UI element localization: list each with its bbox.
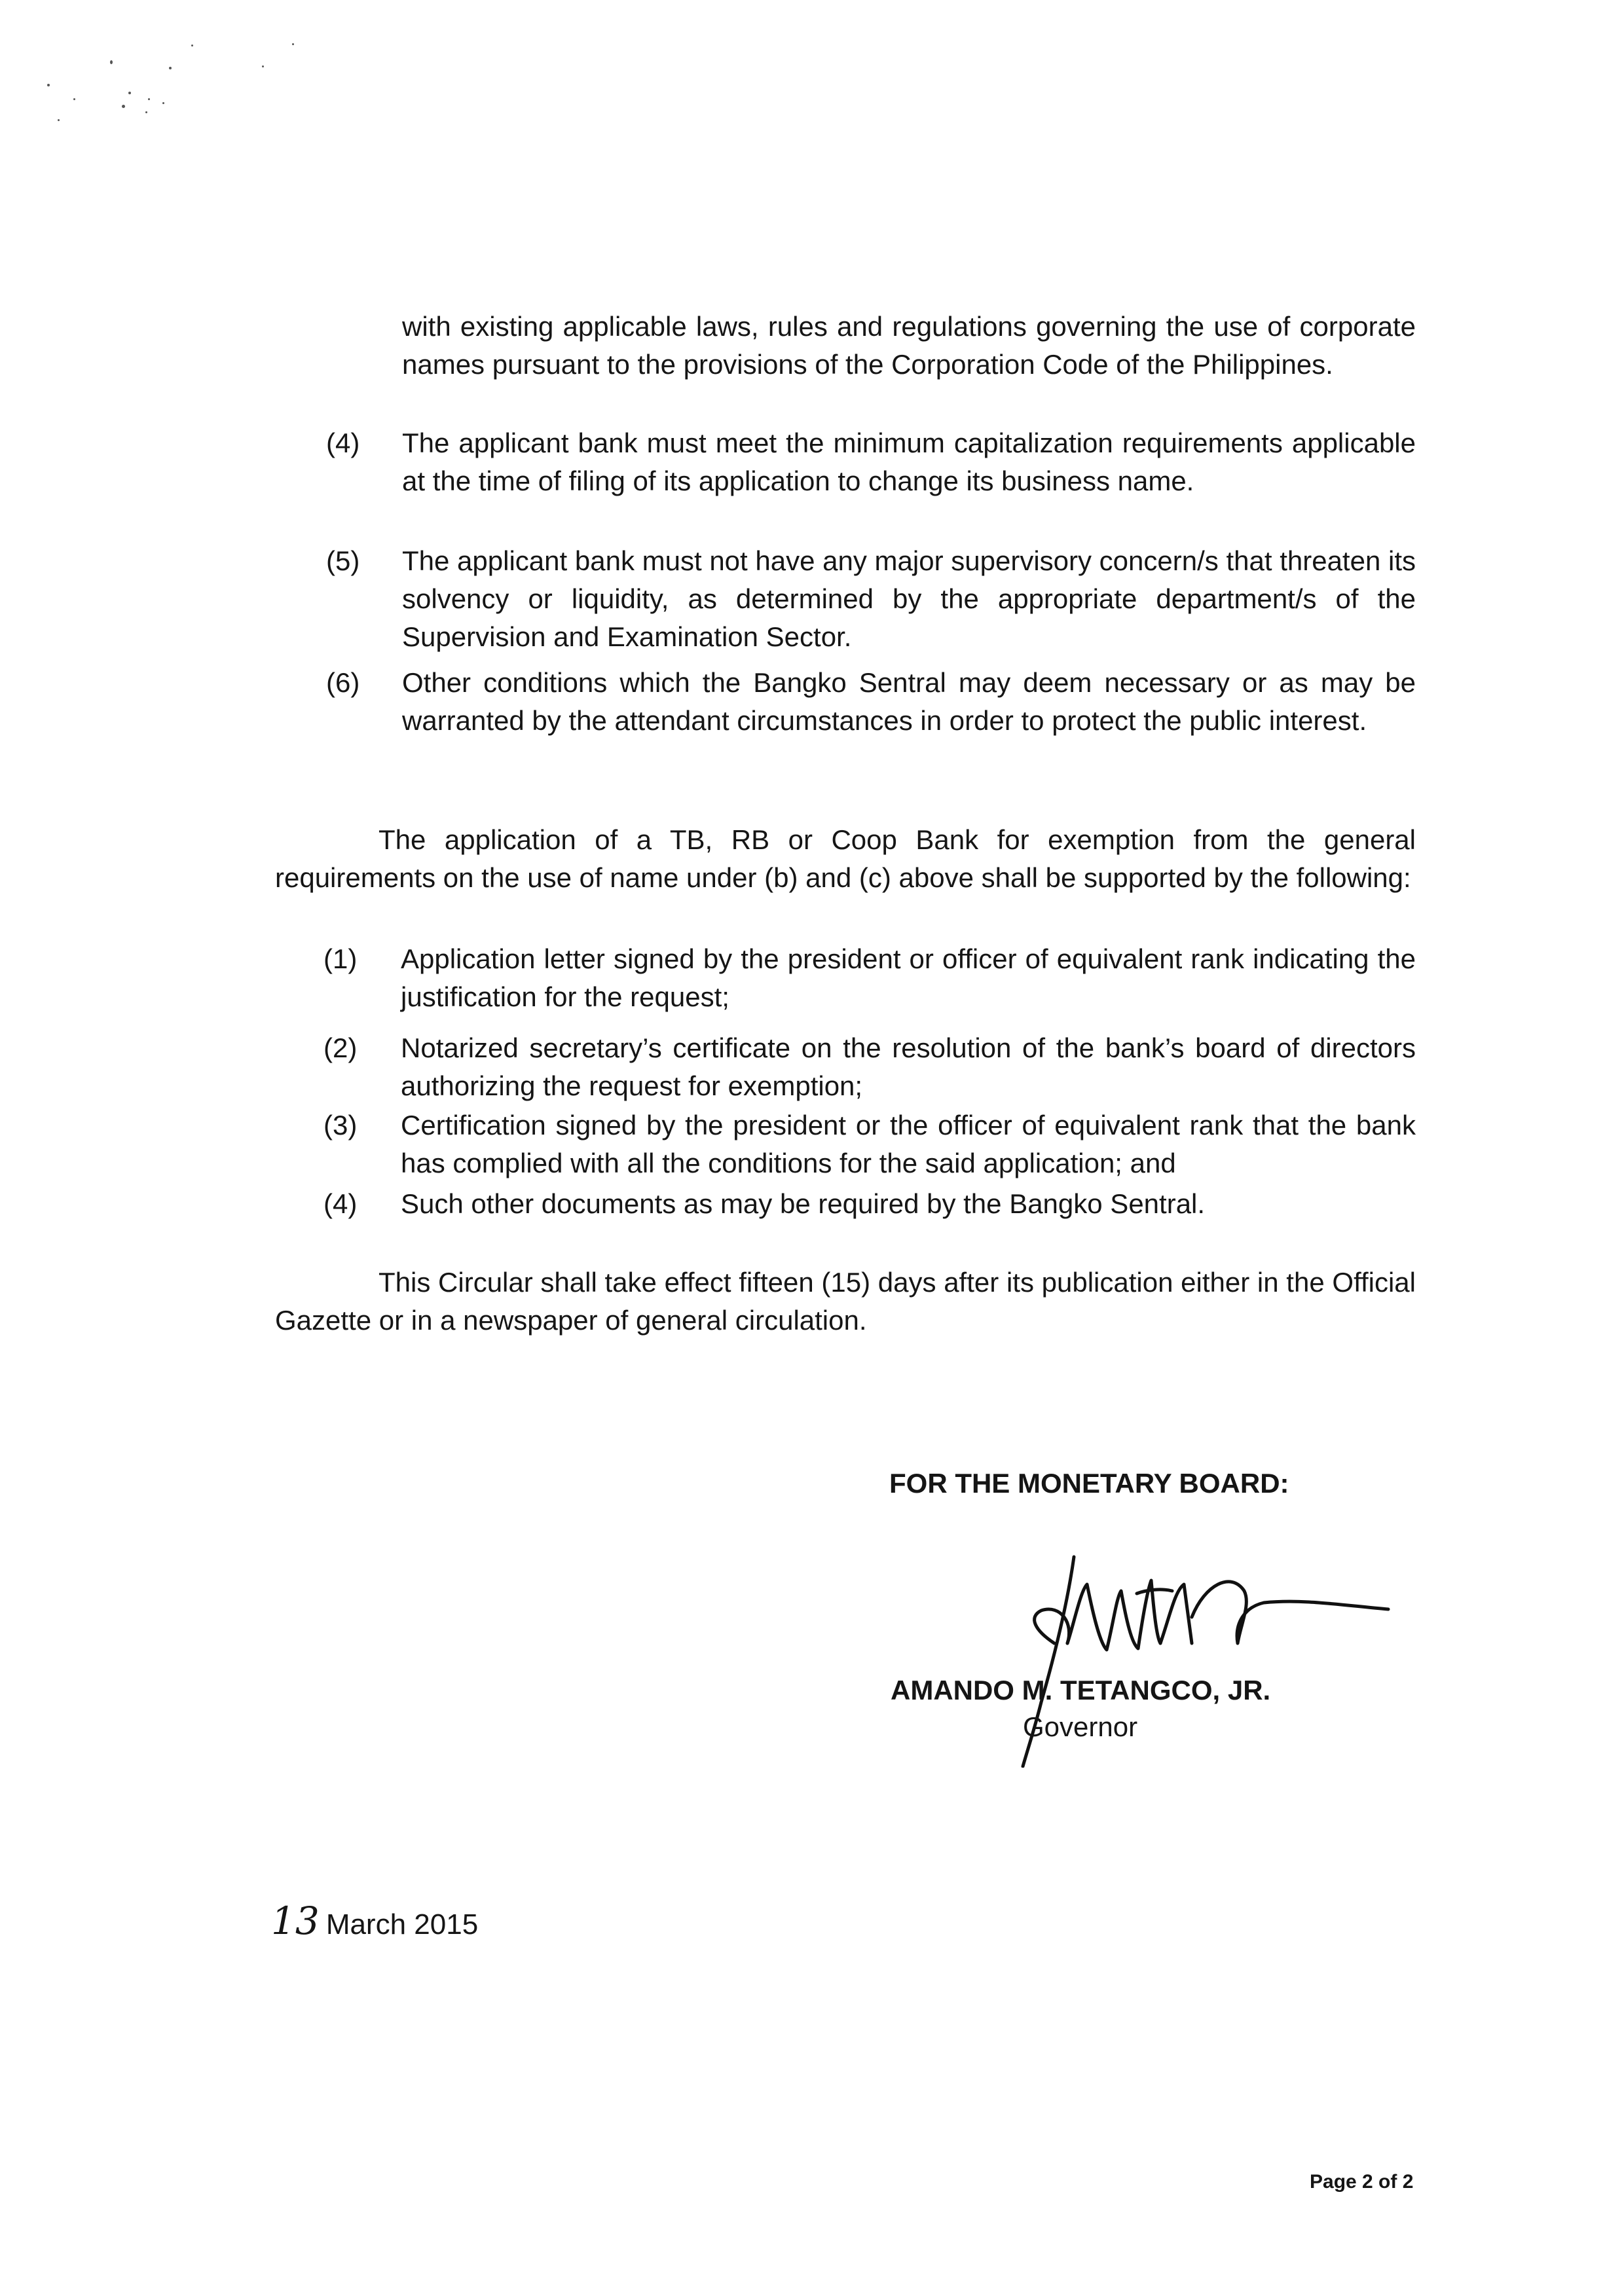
condition-number: (4) xyxy=(326,428,360,458)
condition-text: Other conditions which the Bangko Sentral may deem necessary or as may be warranted by the attendant circumstances in order to protect the public interest. xyxy=(402,667,1416,736)
requirement-text: Application letter signed by the president or officer of equivalent rank indicating the justification for the request; xyxy=(401,943,1416,1012)
board-heading: FOR THE MONETARY BOARD: xyxy=(889,1468,1289,1499)
date-month-year: March 2015 xyxy=(325,1908,479,1941)
requirement-text: Such other documents as may be required by the Bangko Sentral. xyxy=(401,1188,1206,1219)
signatory-title: Governor xyxy=(1023,1711,1138,1742)
requirement-number: (4) xyxy=(323,1188,358,1219)
exemption-paragraph: The application of a TB, RB or Coop Bank for exemption from the general requirements on the use of name under (b) and (c) above shall be supported by the following: xyxy=(275,824,1416,893)
requirement-number: (2) xyxy=(323,1032,358,1063)
requirement-text: Notarized secretary’s certificate on the resolution of the bank’s board of directors authorizing the request for exemption; xyxy=(401,1032,1416,1101)
condition-text: The applicant bank must meet the minimum capitalization requirements applicable at the time of filing of its application to change its business name. xyxy=(402,428,1416,496)
signatory-name: AMANDO M. TETANGCO, JR. xyxy=(891,1675,1271,1705)
condition-number: (6) xyxy=(326,667,360,698)
page-number: Page 2 of 2 xyxy=(1310,2171,1414,2193)
date-line xyxy=(271,1899,478,1943)
handwritten-day: 13 xyxy=(271,1899,320,1943)
condition-number: (5) xyxy=(326,545,360,576)
effectivity-paragraph: This Circular shall take effect fifteen (15) days after its publication either in the Official Gazette or in a newspaper of general circulation. xyxy=(275,1267,1416,1336)
requirement-text: Certification signed by the president or the officer of equivalent rank that the bank has complied with all the conditions for the said application; and xyxy=(401,1110,1416,1178)
continuation-paragraph: with existing applicable laws, rules and regulations governing the use of corporate names pursuant to the provisions of the Corporation Code of the Philippines. xyxy=(402,311,1416,380)
requirement-number: (3) xyxy=(323,1110,358,1140)
requirement-number: (1) xyxy=(323,943,358,974)
condition-text: The applicant bank must not have any major supervisory concern/s that threaten its solvency or liquidity, as determined by the appropriate department/s of the Supervision and Examination Sector. xyxy=(402,545,1416,652)
